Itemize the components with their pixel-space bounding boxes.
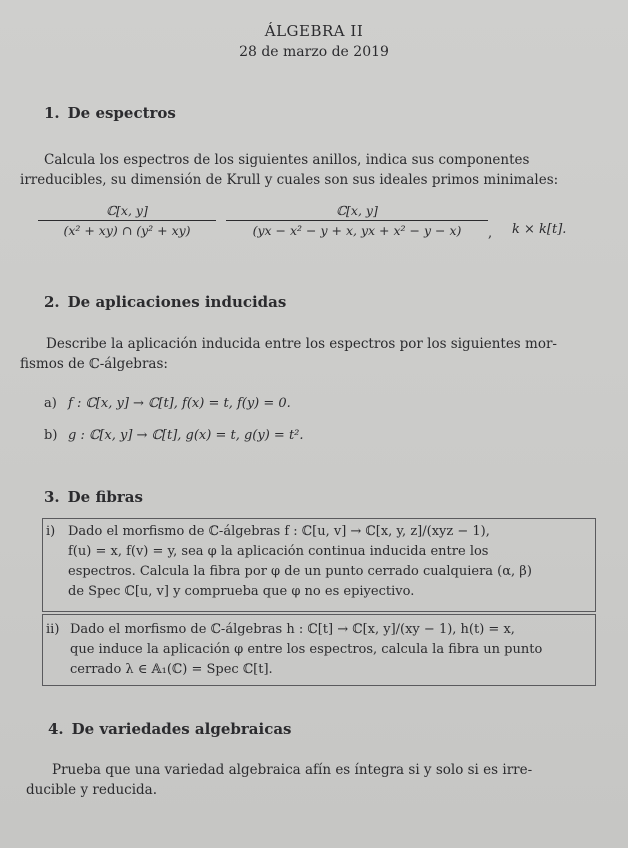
section-2-title: De aplicaciones inducidas bbox=[67, 293, 287, 311]
item-a-label: a) bbox=[44, 396, 57, 411]
item-b-text: g : ℂ[x, y] → ℂ[t], g(x) = t, g(y) = t². bbox=[68, 428, 304, 443]
ring-2-fraction bbox=[226, 203, 488, 238]
item-a-text: f : ℂ[x, y] → ℂ[t], f(x) = t, f(y) = 0. bbox=[68, 396, 291, 411]
item-ii-line-2: que induce la aplicación φ entre los espectros, calcula la fibra un punto bbox=[70, 642, 543, 657]
item-i-label: i) bbox=[46, 524, 56, 539]
ring-3: k × k[t]. bbox=[512, 222, 567, 237]
ring-2-numerator: ℂ[x, y] bbox=[336, 203, 378, 218]
section-1-title: De espectros bbox=[67, 104, 176, 122]
ring-1-denominator: (x² + xy) ∩ (y² + xy) bbox=[38, 220, 216, 238]
section-4-line-2: ducible y reducida. bbox=[26, 782, 158, 798]
section-1-statement bbox=[20, 150, 610, 190]
exam-title: ÁLGEBRA II bbox=[264, 22, 364, 40]
section-1-heading bbox=[44, 104, 176, 122]
item-i-line-2: f(u) = x, f(v) = y, sea φ la aplicación continua inducida entre los bbox=[68, 544, 489, 559]
section-3-number: 3. bbox=[44, 488, 60, 506]
section-4-statement bbox=[26, 760, 606, 800]
ring-2-denominator: (yx − x² − y + x, yx + x² − y − x) bbox=[226, 220, 488, 238]
section-1-line-1: Calcula los espectros de los siguientes anillos, indica sus componentes bbox=[44, 152, 530, 168]
item-i-line-4: de Spec ℂ[u, v] y comprueba que φ no es epiyectivo. bbox=[68, 584, 415, 599]
item-ii-line-3: cerrado λ ∈ 𝔸₁(ℂ) = Spec ℂ[t]. bbox=[70, 662, 273, 677]
item-i-text bbox=[68, 522, 588, 602]
exam-date: 28 de marzo de 2019 bbox=[239, 44, 389, 60]
section-4-number: 4. bbox=[48, 720, 64, 738]
section-2-heading bbox=[44, 293, 286, 311]
item-ii-line-1: Dado el morfismo de ℂ-álgebras h : ℂ[t] → ℂ[x, y]/(xy − 1), h(t) = x, bbox=[70, 622, 515, 637]
item-ii-label: ii) bbox=[46, 622, 60, 637]
section-2-statement bbox=[20, 334, 610, 374]
item-i-line-1: Dado el morfismo de ℂ-álgebras f : ℂ[u, v] → ℂ[x, y, z]/(xyz − 1), bbox=[68, 524, 490, 539]
section-2-number: 2. bbox=[44, 293, 60, 311]
section-1-line-2: irreducibles, su dimensión de Krull y cuales son sus ideales primos minimales: bbox=[20, 172, 559, 188]
item-i-line-3: espectros. Calcula la fibra por φ de un punto cerrado cualquiera (α, β) bbox=[68, 564, 532, 579]
ring-1-fraction bbox=[38, 203, 216, 238]
item-b-label: b) bbox=[44, 428, 58, 443]
section-2-line-1: Describe la aplicación inducida entre los espectros por los siguientes mor- bbox=[46, 336, 557, 352]
section-1-number: 1. bbox=[44, 104, 60, 122]
section-4-heading bbox=[48, 720, 292, 738]
section-3-title: De fibras bbox=[67, 488, 143, 506]
section-3-heading bbox=[44, 488, 143, 506]
item-ii-text bbox=[70, 620, 588, 680]
section-4-line-1: Prueba que una variedad algebraica afín es íntegra si y solo si es irre- bbox=[52, 762, 533, 778]
ring-separator: , bbox=[488, 226, 493, 241]
section-4-title: De variedades algebraicas bbox=[71, 720, 292, 738]
ring-1-numerator: ℂ[x, y] bbox=[106, 203, 148, 218]
section-2-line-2: fismos de ℂ-álgebras: bbox=[20, 356, 168, 372]
